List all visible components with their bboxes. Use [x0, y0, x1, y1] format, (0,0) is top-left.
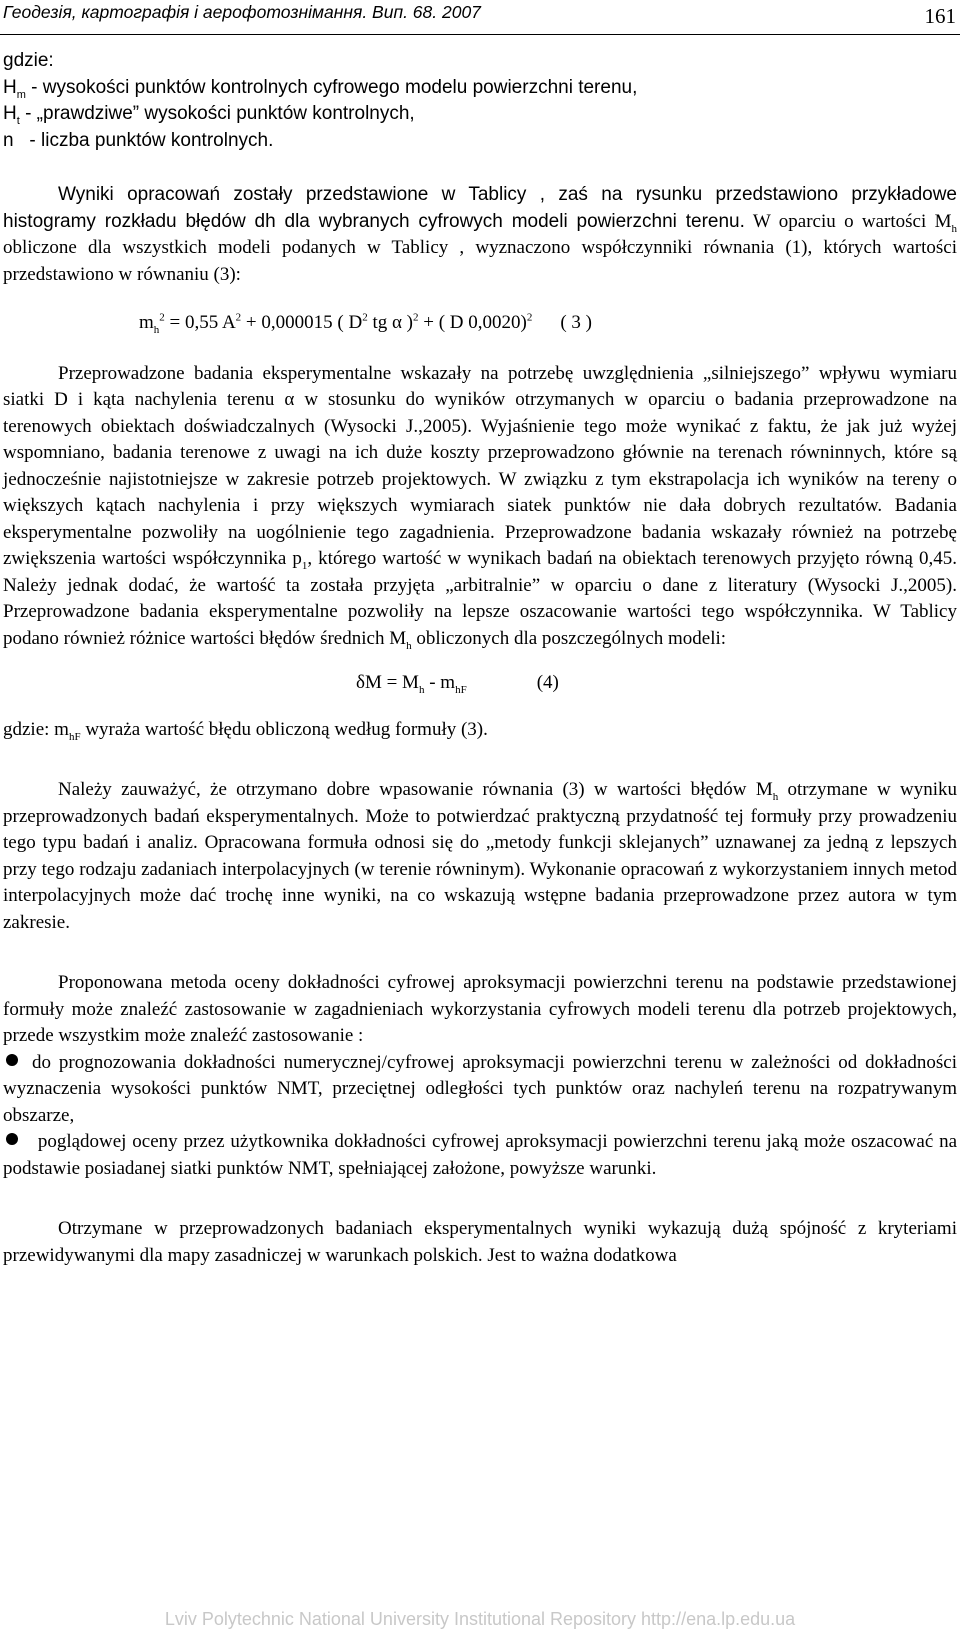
- definition-n: n - liczba punktów kontrolnych.: [3, 129, 274, 151]
- definitions-block: [3, 48, 957, 154]
- repository-footer: Lviv Polytechnic National University Institutional Repository http://ena.lp.edu.ua: [164, 1609, 796, 1629]
- body-text: [3, 48, 957, 1269]
- bullet-item: do prognozowania dokładności numerycznej/cyfrowej aproksymacji powierzchni terenu w zależności od dokładności wyznaczenia wysokości punktów NMT, przeciętnej odległości tych punktów oraz nachyleń terenu na rozpatrywanym obszarze,: [3, 1051, 957, 1126]
- bullet-icon: [6, 1054, 18, 1066]
- paragraph-results: Wyniki opracowań zostały przedstawione w Tablicy , zaś na rysunku przedstawiono przykładowe histogramy rozkładu błędów dh dla wybranych cyfrowych modeli powierzchni terenu. W oparciu o wartości $M_h$ obliczone dla wszystkich modeli podanych w Tablicy , wyznaczono współczynniki równania (1), których wartości przedstawiono w równaniu (3):: [3, 184, 957, 285]
- bullet-icon: [6, 1133, 18, 1145]
- paragraph-fit: Należy zauważyć, że otrzymano dobre wpasowanie równania (3) w wartości błędów $M_h$ otrzymane w wyniku przeprowadzonych badań eksperymentalnych. Może to potwierdzać praktyczną przydatność tej formuły przy prowadzeniu tego typu badań i analiz. Opracowana formuła odnosi się do „metody funkcji sklejanych” uznawanej za jedną z lepszych przy tego rodzaju zadaniach interpolacyjnych (w terenie równinym). Wykonanie opracowań z wykorzystaniem innych metod interpolacyjnych może dać trochę inne wyniki, na co wskazują wstępne badania przeprowadzone przez autora w tym zakresie.: [3, 779, 958, 933]
- definition-hm: $H_m$ - wysokości punktów kontrolnych cyfrowego modelu powierzchni terenu,: [3, 76, 638, 101]
- running-header: [0, 0, 960, 35]
- journal-title: Геодезія, картографія і аерофотознімання. Вип. 68. 2007: [3, 2, 481, 22]
- equation-number: (4): [536, 672, 559, 693]
- where-label: gdzie:: [3, 50, 54, 71]
- equation-4: $\delta M = M_h - m_{hF}$ (4): [356, 672, 559, 696]
- paragraph-experiments: Przeprowadzone badania eksperymentalne wskazały na potrzebę uwzględnienia „silniejszego” wpływu wymiaru siatki D i kąta nachylenia terenu α w stosunku do wyników otrzymanych w oparciu o badania przeprowadzone na terenowych obiektach doświadczalnych (Wysocki J.,2005). Wyjaśnienie tego może wynikać z faktu, że jak już wyżej wspomniano, badania terenowe z uwagi na ich duże koszty przeprowadzono głównie na terenach równinnych, które są jednocześnie najistotniejsze w zakresie potrzeb projektowych. W związku z tym ekstrapolacja ich wyników na tereny o większych kątach nachylenia i przy większych wymiarach siatek punktów nie dała dobrych rezultatów. Badania eksperymentalne pozwoliły na uogólnienie tego zagadnienia. Przeprowadzone badania wskazały również na potrzebę zwiększenia wartości współczynnika $p_1$, którego wartość w wynikach badań na obiektach terenowych przyjęto równą 0,45. Należy jednak dodać, że wartość ta została przyjęta „arbitralnie” w oparciu o dane z literatury (Wysocki J.,2005). Przeprowadzone badania eksperymentalne pozwoliły na lepsze oszacowanie wartości tego współczynnika. W Tablicy podano również różnice wartości błędów średnich $M_h$ obliczonych dla poszczególnych modeli:: [3, 362, 957, 652]
- page-number: 161: [924, 4, 956, 28]
- where-mhf: gdzie: $m_{hF}$ wyraża wartość błędu obliczoną według formuły (3).: [3, 718, 488, 743]
- equation-number: ( 3 ): [560, 312, 592, 333]
- equation-3: $m_h^2 = 0,55$ $A^2 + 0,000015$ ( $D^2$ tg α )$^2$ + ( D 0,0020)$^2$ ( 3 ): [139, 311, 592, 336]
- paragraph-method: Proponowana metoda oceny dokładności cyfrowej aproksymacji powierzchni terenu na podstawie przedstawionej formuły może znaleźć zastosowanie w zagadnieniach wykorzystania cyfrowych modeli terenu dla potrzeb projektowych, przede wszystkim może znaleźć zastosowanie :: [3, 972, 957, 1046]
- bullet-item: poglądowej oceny przez użytkownika dokładności cyfrowej aproksymacji powierzchni terenu jaką może oszacować na podstawie posiadanej siatki punktów NMT, spełniającej założone, powyższe warunki.: [3, 1131, 957, 1179]
- definition-ht: $H_t$ - „prawdziwe” wysokości punktów kontrolnych,: [3, 103, 415, 127]
- paragraph-conclusion: Otrzymane w przeprowadzonych badaniach eksperymentalnych wyniki wykazują dużą spójność z kryteriami przewidywanymi dla mapy zasadniczej w warunkach polskich. Jest to ważna dodatkowa: [3, 1218, 957, 1266]
